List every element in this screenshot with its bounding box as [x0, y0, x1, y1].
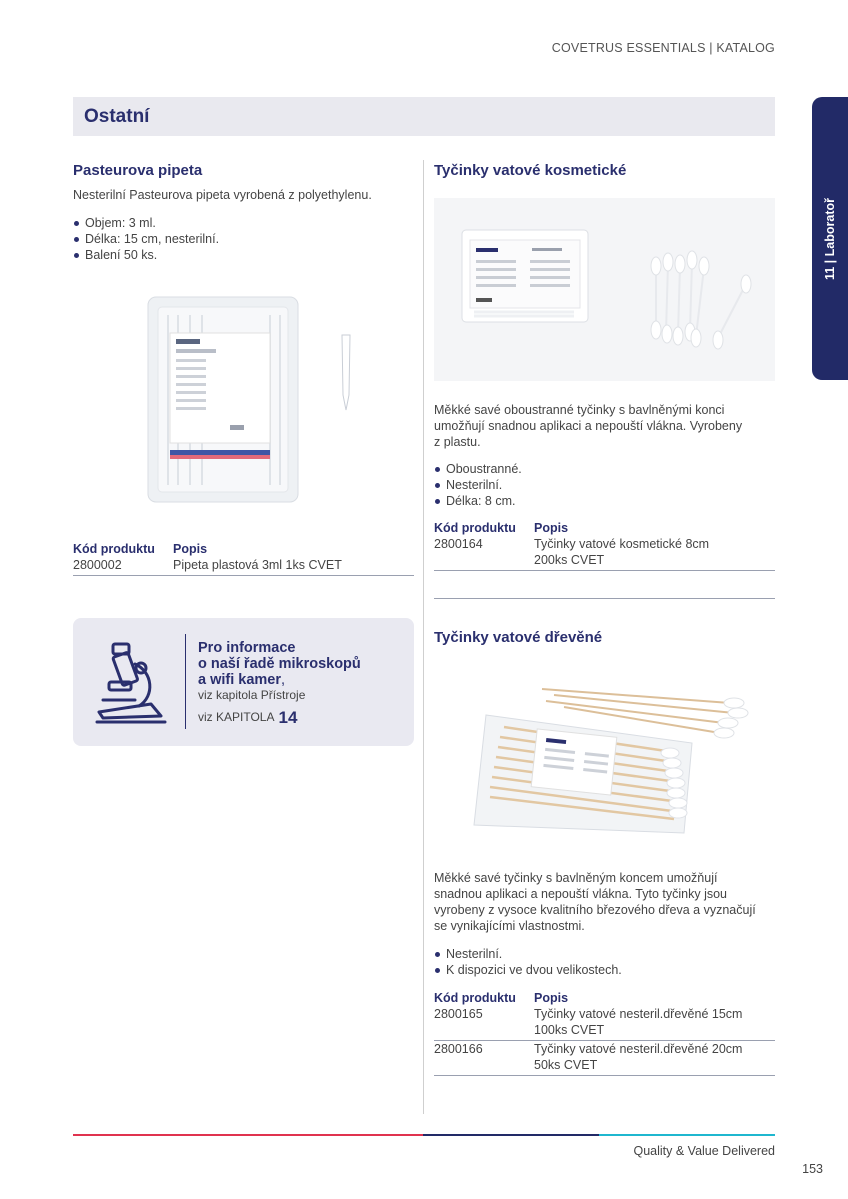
drevene-table	[434, 990, 775, 1076]
product-desc: Tyčinky vatové kosmetické 8cm 200ks CVET	[534, 537, 710, 567]
table-row	[73, 557, 414, 576]
table-row	[434, 536, 775, 571]
col-header-code: Kód produktu	[73, 542, 155, 556]
drevene-bullets	[434, 946, 622, 978]
list-item: K dispozici ve dvou velikostech.	[434, 962, 622, 978]
list-item: Nesterilní.	[434, 946, 622, 962]
kosmeticke-product-image	[434, 198, 775, 381]
kosmeticke-description: Měkké savé oboustranné tyčinky s bavlněnými konci umožňují snadnou aplikaci a nepouští vlákna. Vyrobeny z plastu.	[434, 403, 743, 449]
table-row	[434, 1006, 775, 1041]
kosmeticke-table	[434, 520, 775, 571]
footer-line-cyan	[599, 1134, 775, 1136]
product-code: 2800166	[434, 1042, 483, 1056]
chapter-tab[interactable]	[812, 97, 848, 380]
list-item: Nesterilní.	[434, 477, 522, 493]
pipeta-description: Nesterilní Pasteurova pipeta vyrobená z polyethylenu.	[73, 188, 372, 202]
drevene-product-image	[434, 665, 775, 850]
col-header-desc: Popis	[534, 991, 569, 1005]
pipeta-product-image	[130, 285, 360, 515]
kosmeticke-title: Tyčinky vatové kosmetické	[434, 162, 627, 179]
info-subtitle: viz kapitola Přístroje	[198, 688, 306, 702]
info-divider	[185, 634, 186, 729]
product-desc: Pipeta plastová 3ml 1ks CVET	[173, 558, 342, 572]
col-header-desc: Popis	[534, 521, 569, 535]
list-item: Balení 50 ks.	[73, 247, 219, 263]
list-item: Objem: 3 ml.	[73, 215, 219, 231]
col-header-code: Kód produktu	[434, 521, 516, 535]
col-header-desc: Popis	[173, 542, 208, 556]
chapter-tab-label: 11 | Laboratoř	[823, 197, 837, 280]
list-item: Délka: 8 cm.	[434, 493, 522, 509]
footer-line-red	[73, 1134, 423, 1136]
info-title: Pro informace o naší řadě mikroskopů a wifi kamer,	[198, 640, 361, 688]
drevene-title: Tyčinky vatové dřevěné	[434, 629, 603, 646]
product-code: 2800164	[434, 537, 483, 551]
list-item: Délka: 15 cm, nesterilní.	[73, 231, 219, 247]
section-header	[73, 97, 775, 136]
col-header-code: Kód produktu	[434, 991, 516, 1005]
chapter-number: 14	[278, 708, 298, 727]
table-row	[434, 1041, 775, 1076]
footer-tagline: Quality & Value Delivered	[633, 1144, 775, 1158]
pipeta-table	[73, 541, 414, 576]
section-separator	[434, 598, 775, 599]
catalog-header: COVETRUS ESSENTIALS | KATALOG	[551, 41, 775, 55]
pipeta-title: Pasteurova pipeta	[73, 162, 203, 179]
drevene-description: Měkké savé tyčinky s bavlněným koncem umožňují snadnou aplikaci a nepouští vlákna. Tyto tyčinky jsou vyrobeny z vysoce kvalitního březového dřeva a vyznačují se vynikajícími vlastnostmi.	[434, 871, 756, 933]
kosmeticke-bullets	[434, 461, 522, 509]
product-code: 2800002	[73, 558, 122, 572]
info-chapter: viz KAPITOLA 14	[198, 708, 298, 727]
product-code: 2800165	[434, 1007, 483, 1021]
pipeta-bullets	[73, 215, 219, 263]
list-item: Oboustranné.	[434, 461, 522, 477]
product-desc: Tyčinky vatové nesteril.dřevěné 20cm 50ks CVET	[534, 1042, 743, 1072]
footer-line-navy	[423, 1134, 599, 1136]
column-divider	[423, 160, 424, 1114]
microscope-icon	[95, 638, 167, 726]
product-desc: Tyčinky vatové nesteril.dřevěné 15cm 100ks CVET	[534, 1007, 743, 1037]
microscope-info-box[interactable]	[73, 618, 414, 746]
page-number: 153	[802, 1162, 823, 1176]
section-title: Ostatní	[84, 106, 150, 127]
